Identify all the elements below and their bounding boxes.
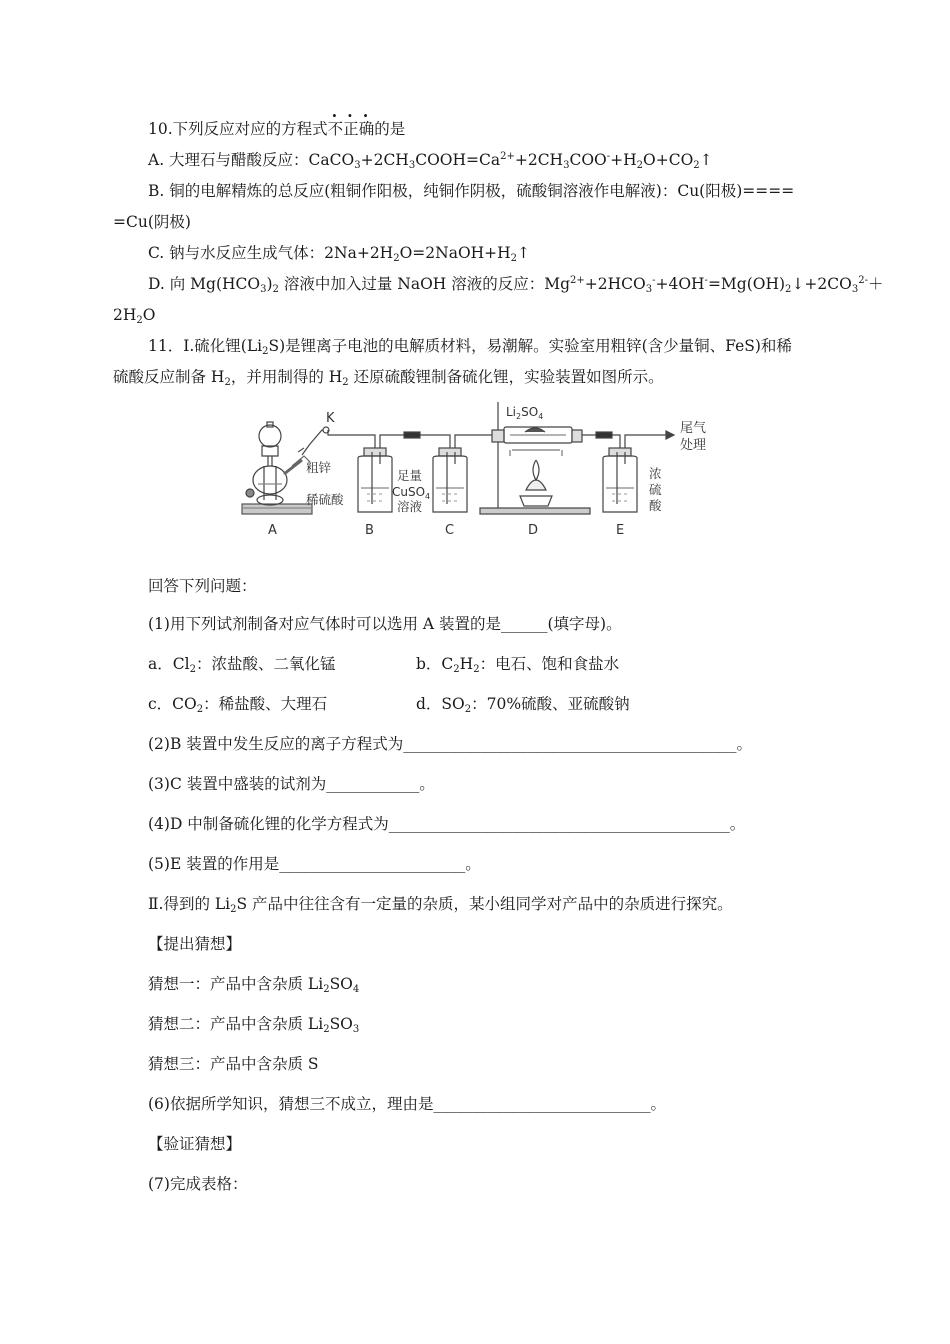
q10-option-d-line2: $2H_2O$ <box>113 306 156 326</box>
arrow-right-icon <box>666 431 674 439</box>
label-b: B <box>365 523 374 538</box>
q11-part2: (2)B 装置中发生反应的离子方程式为___________________________________________。 <box>148 735 753 753</box>
q11-option-d: d．$SO_2$：70%硫酸、亚硫酸钠 <box>416 695 630 715</box>
q11-part7: (7)完成表格： <box>148 1175 248 1193</box>
apparatus-e <box>603 448 637 512</box>
apparatus-diagram <box>240 400 720 545</box>
label-a: A <box>268 523 277 538</box>
conc-acid-label-1: 浓 <box>649 466 662 481</box>
emphasis-dots: 不正确 <box>327 120 375 138</box>
q11-part1: (1)用下列试剂制备对应气体时可以选用 A 装置的是______(填字母)。 <box>148 615 622 633</box>
apparatus-a <box>242 422 312 514</box>
q11-part6: (6)依据所学知识，猜想三不成立，理由是____________________________。 <box>148 1095 666 1113</box>
apparatus-c <box>433 448 467 512</box>
hypothesis-1: 猜想一：产品中含杂质 $Li_2SO_4$ <box>148 975 360 995</box>
valve-k-label: K <box>326 411 335 426</box>
q10-stem: 10.下列反应对应的方程式不正确的是 <box>148 120 406 138</box>
dilute-acid-label: 稀硫酸 <box>306 492 344 507</box>
hypothesis-3: 猜想三：产品中含杂质 S <box>148 1055 319 1073</box>
q11-option-b: b．$C_2H_2$：电石、饱和食盐水 <box>416 655 620 675</box>
hypothesis-header: 【提出猜想】 <box>148 935 242 953</box>
crude-zinc-label: 粗锌 <box>306 460 332 475</box>
tail-gas-label-1: 尾气 <box>680 421 707 436</box>
conc-acid-label-3: 酸 <box>649 498 662 513</box>
hypothesis-2: 猜想二：产品中含杂质 $Li_2SO_3$ <box>148 1015 360 1035</box>
q11-intro-line1: 11．Ⅰ.硫化锂$(Li_2S)$是锂离子电池的电解质材料，易潮解。实验室用粗锌(含少量铜、FeS)和稀 <box>148 337 792 357</box>
label-e: E <box>616 523 625 538</box>
verify-header: 【验证猜想】 <box>148 1135 242 1153</box>
q11-option-a: a．$Cl_2$：浓盐酸、二氧化锰 <box>148 655 336 675</box>
q10-option-d-line1: D. 向 $Mg(HCO_3)_2$ 溶液中加入过量 NaOH 溶液的反应：$Mg^{2+}+2HCO_3^-+4OH^-=Mg(OH)_2↓+2CO_3^{2-}+$ <box>148 275 884 295</box>
q11-part4: (4)D 中制备硫化锂的化学方程式为____________________________________________。 <box>148 815 746 833</box>
q10-option-b-line2: =Cu(阴极) <box>113 213 191 231</box>
conc-acid-label-2: 硫 <box>649 482 662 497</box>
q10-option-a: A. 大理石与醋酸反应：$CaCO_3+2CH_3COOH=Ca^{2+}+2CH_3COO^-+H_2O+CO_2↑$ <box>148 151 713 171</box>
cuso4-label-3: 溶液 <box>397 499 423 514</box>
q11-option-c: c．$CO_2$：稀盐酸、大理石 <box>148 695 328 715</box>
label-d: D <box>528 523 539 538</box>
cuso4-label-2: CuSO$_4$ <box>392 485 431 501</box>
label-c: C <box>445 523 455 538</box>
apparatus-b <box>358 448 392 512</box>
tail-gas-label-2: 处理 <box>680 438 707 453</box>
li2so4-label: $Li_2SO_4$ <box>506 405 544 421</box>
answer-prompt: 回答下列问题： <box>148 577 257 595</box>
q11-part5: (5)E 装置的作用是________________________。 <box>148 855 481 873</box>
cuso4-label-1: 足量 <box>397 468 423 483</box>
q11-part3: (3)C 装置中盛装的试剂为____________。 <box>148 775 435 793</box>
q10-option-c: C. 钠与水反应生成气体：$2Na+2H_2O=2NaOH+H_2↑$ <box>148 244 531 264</box>
q11-section-ii: Ⅱ.得到的 $Li_2S$ 产品中往往含有一定量的杂质，某小组同学对产品中的杂质进行探究。 <box>148 895 733 915</box>
q10-option-b-line1: B. 铜的电解精炼的总反应(粗铜作阳极，纯铜作阴极，硫酸铜溶液作电解液)：Cu(阳极)==== <box>148 182 795 200</box>
q11-intro-line2: 硫酸反应制备 $H_2$，并用制得的 $H_2$ 还原硫酸锂制备硫化锂，实验装置如图所示。 <box>113 368 664 388</box>
